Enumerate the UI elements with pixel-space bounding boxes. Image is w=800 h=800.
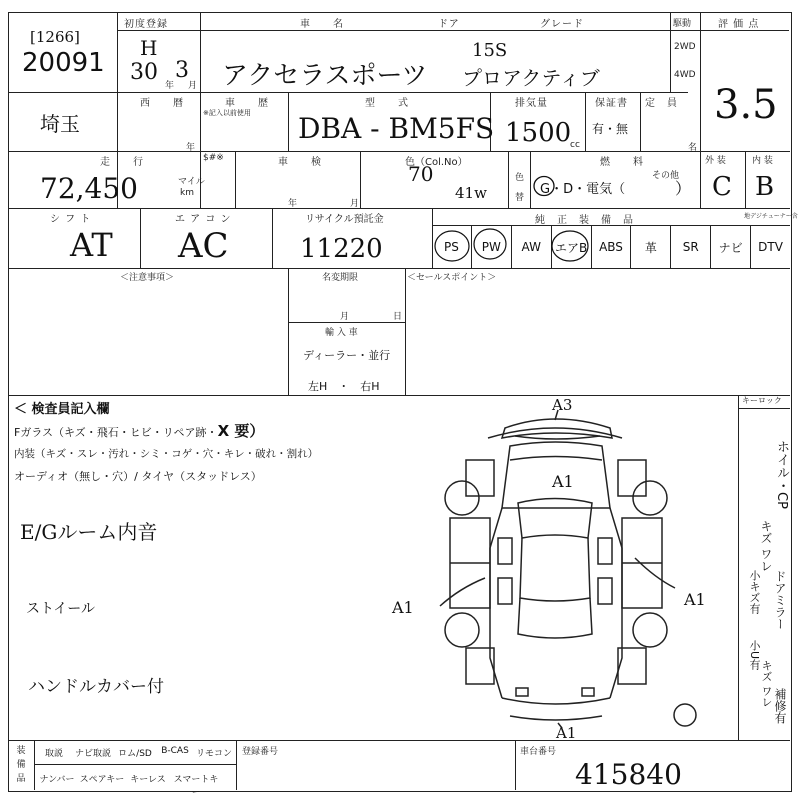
- damage-a1-top: A1: [552, 472, 574, 491]
- prefecture: 埼玉: [40, 112, 80, 136]
- car-name-label: 車 名: [300, 19, 344, 30]
- fuel-options: G・D・電気（: [540, 182, 626, 197]
- reg-no-label: 登録番号: [242, 747, 279, 757]
- legend-line7: 補修有: [773, 688, 787, 724]
- v-line-footer-1: [34, 740, 35, 790]
- inspection-label: 車 検: [278, 157, 322, 168]
- first-reg-year: 30: [130, 60, 158, 85]
- row-line-5: [8, 395, 790, 396]
- displacement-label: 排気量: [515, 98, 548, 109]
- v-line-2: [200, 12, 201, 92]
- grade-line1: 15S: [472, 40, 508, 61]
- fuel-other: その他: [652, 171, 680, 181]
- interior: B: [755, 172, 775, 202]
- model-label: 型 式: [365, 98, 409, 109]
- footer-item-remote: リモコン: [195, 749, 232, 759]
- capacity-label: 定 員: [645, 98, 678, 109]
- footer-items-row2: [36, 772, 222, 798]
- v-line-18: [272, 208, 273, 268]
- prev-model-label: 西 暦: [140, 98, 184, 109]
- ac: AC: [178, 226, 229, 266]
- mileage-unit-bottom: km: [180, 188, 194, 198]
- footer-item-keyless: キーレス: [130, 775, 166, 785]
- car-damage-diagram: [430, 398, 680, 740]
- repaint-label-2: 替: [515, 193, 525, 203]
- shift: AT: [70, 226, 113, 264]
- score-label: 評 価 点: [718, 19, 760, 30]
- caution-label: ＜注意事項＞: [120, 273, 175, 283]
- chassis-note: ※記入以前使用: [203, 109, 251, 117]
- row-line-4: [8, 268, 790, 269]
- v-line-footer-2: [236, 740, 237, 790]
- footer-item-smart-key: スマートキー: [173, 775, 219, 798]
- exterior: C: [712, 172, 732, 202]
- car-name: アクセラスポーツ: [222, 61, 428, 91]
- legend-line5: キズ ワレ: [760, 660, 773, 708]
- mileage-unit-top: マイル: [178, 177, 205, 187]
- warranty-label: 保証書: [595, 98, 628, 109]
- inspection-year: 年: [288, 199, 298, 209]
- v-line-22: [405, 268, 406, 395]
- footer-col-label-text: 装 備 品: [16, 746, 26, 784]
- grade-line2: プロアクティブ: [462, 66, 600, 90]
- equip-airbag: エアB: [552, 226, 592, 268]
- keylock-label: キーロック: [742, 396, 782, 405]
- legend-line1: ホイル・CP: [774, 440, 789, 509]
- v-line-16: [745, 151, 746, 208]
- equip-navi: ナビ: [711, 226, 751, 268]
- color-label: 色（Col.No）: [405, 157, 468, 168]
- h-line-footer: [34, 764, 236, 765]
- equipment-label: 純 正 装 備 品: [535, 215, 634, 226]
- fuel-close: ）: [675, 179, 692, 198]
- v-line-21: [288, 268, 289, 395]
- chassis-label: 車 歴: [225, 98, 269, 109]
- v-line-15: [700, 151, 701, 208]
- equip-dtv: DTV: [758, 240, 783, 254]
- h-line-name-change: [288, 322, 405, 323]
- v-line-14: [530, 151, 531, 208]
- row-line-1: [8, 92, 688, 93]
- sales-label: ＜セールスポイント＞: [407, 273, 497, 283]
- v-line-8: [585, 92, 586, 152]
- footer-item-spare-key: スペアキー: [79, 775, 125, 785]
- tuner-label: 地デジチューナー含: [744, 213, 798, 220]
- equipment-circle-marks: [432, 222, 612, 272]
- mileage: 72,450: [40, 172, 138, 205]
- equip-sr: SR: [671, 226, 711, 268]
- repaint-label-1: 色: [515, 173, 525, 183]
- fuel-label: 燃 料: [600, 157, 644, 168]
- lot-code: [1266]: [30, 28, 80, 46]
- legend-line3: 小キズ有: [748, 570, 761, 614]
- first-reg-label: 初度登録: [124, 19, 168, 30]
- inspector-line1-text: Fガラス（キズ・飛石・ヒビ・リペア跡・: [14, 426, 218, 439]
- row-line-6: [8, 740, 790, 741]
- row-line-2: [8, 151, 790, 152]
- chassis-no-label: 車台番号: [520, 747, 557, 757]
- equip-ps: PS: [432, 226, 472, 268]
- inspector-note-2: ストイール: [26, 601, 96, 617]
- model: DBA - BM5FS: [298, 112, 495, 145]
- equip-pw: PW: [472, 226, 512, 268]
- v-line-11: [235, 151, 236, 208]
- ac-label: エ ア コ ン: [175, 214, 232, 225]
- inspection-month: 月: [350, 199, 360, 209]
- drive-4wd: 4WD: [674, 70, 696, 80]
- year-unit-2: 年: [186, 143, 196, 153]
- v-line-3: [670, 12, 671, 92]
- recycle-label: リサイクル預託金: [305, 214, 384, 225]
- damage-a1-right: A1: [684, 590, 706, 609]
- v-line-5: [200, 92, 201, 152]
- recycle: 11220: [300, 234, 383, 264]
- name-change-day: 日: [393, 312, 403, 322]
- swap-label: $#※: [203, 153, 224, 163]
- inspector-line1-x: X 要）: [217, 422, 265, 440]
- name-change-month: 月: [340, 312, 350, 322]
- equip-leather: 革: [631, 226, 671, 268]
- v-line-6: [288, 92, 289, 152]
- fuel-circle-mark: [532, 174, 556, 198]
- displacement: 1500: [505, 118, 572, 148]
- cc-unit: cc: [570, 140, 580, 150]
- door-label: ドア: [438, 19, 460, 30]
- warranty: 有・無: [592, 122, 629, 136]
- footer-item-navi-manual: ナビ取説: [74, 749, 111, 759]
- h-line-keylock: [738, 408, 790, 409]
- grade-label: グレード: [540, 19, 584, 30]
- damage-a3: A3: [552, 396, 573, 414]
- equip-abs: ABS: [592, 226, 632, 268]
- name-change-label: 名変期限: [322, 273, 359, 283]
- exterior-label: 外 装: [705, 156, 726, 166]
- first-reg-month: 3: [175, 58, 189, 83]
- drive-label: 駆動: [673, 19, 692, 29]
- drive-2wd: 2WD: [674, 42, 696, 52]
- footer-item-rom-sd: ロム/SD: [118, 749, 152, 759]
- row-line-3: [8, 208, 790, 209]
- chassis-no: 415840: [575, 758, 682, 791]
- color-code: 70: [408, 162, 434, 186]
- dealer-option: ディーラー・並行: [303, 349, 391, 362]
- inspector-line2: 内装（キズ・スレ・汚れ・シミ・コゲ・穴・キレ・破れ・割れ）: [14, 448, 319, 460]
- v-line-13: [508, 151, 509, 208]
- footer-item-manual: 取説: [44, 749, 63, 759]
- inspector-title: ＜ 検査員記入欄: [14, 402, 110, 417]
- color-sub: 41w: [455, 184, 487, 202]
- footer-items-row1: [36, 746, 234, 759]
- inspector-line1: [14, 420, 264, 441]
- interior-label: 内 装: [752, 156, 773, 166]
- inspector-note-steering-cover: ハンドルカバー付: [28, 677, 164, 697]
- v-line-17: [140, 208, 141, 268]
- v-line-12: [360, 151, 361, 208]
- legend-column: [744, 440, 788, 740]
- month-unit-1: 月: [188, 81, 198, 91]
- legend-line4: ドアミラー: [773, 570, 787, 630]
- inspector-line3: オーディオ（無し・穴）/ タイヤ（スタッドレス）: [14, 470, 262, 483]
- v-line-legend: [738, 395, 739, 740]
- inspector-note-engine-noise: E/Gルーム内音: [20, 520, 158, 544]
- mileage-label: 走 行: [100, 157, 144, 168]
- footer-item-bcas: B-CAS: [161, 746, 189, 756]
- small-circle-mark: [672, 702, 698, 728]
- capacity-unit: 名: [688, 143, 698, 153]
- score: 3.5: [714, 82, 778, 128]
- damage-a1-bottom: A1: [556, 724, 577, 742]
- damage-a1-left: A1: [392, 598, 414, 617]
- legend-line6: 小U有: [748, 640, 761, 671]
- equip-aw: AW: [512, 226, 552, 268]
- v-line-9: [640, 92, 641, 152]
- import-label: 輸 入 車: [325, 328, 358, 338]
- footer-item-number: ナンバー: [39, 775, 75, 785]
- first-reg-era: H: [140, 36, 158, 60]
- v-line-footer-3: [515, 740, 516, 790]
- row-line-header: [117, 30, 789, 31]
- footer-col-label: [14, 744, 28, 786]
- legend-line2: キズ ワレ: [759, 520, 773, 572]
- v-line-4: [700, 12, 701, 152]
- shift-label: シ フ ト: [50, 214, 92, 225]
- lot-number: 20091: [22, 48, 105, 78]
- year-unit-1: 年: [165, 81, 175, 91]
- steering-option: 左H ・ 右H: [308, 380, 380, 393]
